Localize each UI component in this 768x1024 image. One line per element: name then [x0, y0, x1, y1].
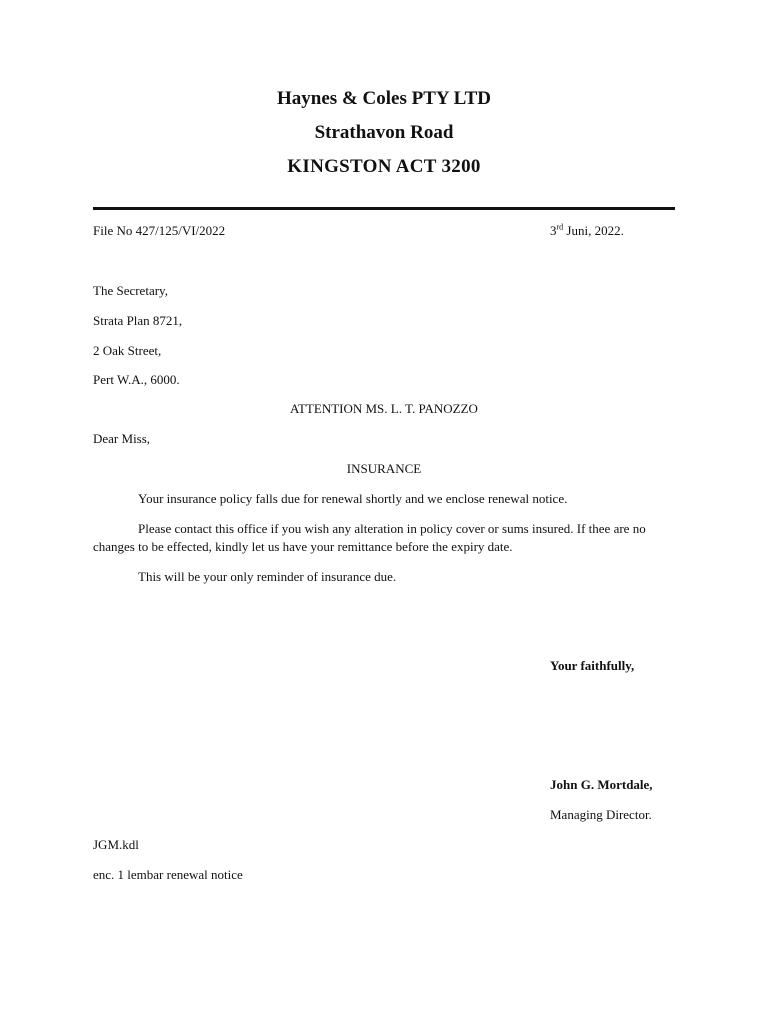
body-paragraph-1: Your insurance policy falls due for renewal shortly and we enclose renewal notice. — [138, 491, 568, 506]
letter-date — [550, 222, 624, 240]
date-day: 3 — [550, 223, 557, 238]
body-paragraph-3: This will be your only reminder of insurance due. — [138, 569, 397, 584]
letterhead-divider — [93, 207, 675, 210]
recipient-line-1: The Secretary, — [93, 283, 168, 298]
salutation: Dear Miss, — [93, 431, 151, 446]
date-suffix: rd — [556, 222, 564, 232]
file-number: File No 427/125/VI/2022 — [93, 223, 226, 238]
recipient-line-2: Strata Plan 8721, — [93, 313, 183, 328]
company-city: KINGSTON ACT 3200 — [287, 156, 481, 177]
body-paragraph-2: Please contact this office if you wish any alteration in policy cover or sums insured. If thee are no changes to be effected, kindly let us have your remittance before the expiry date. — [93, 521, 646, 554]
valediction: Your faithfully, — [550, 658, 635, 673]
recipient-line-3: 2 Oak Street, — [93, 343, 162, 358]
typist-initials: JGM.kdl — [93, 837, 139, 852]
enclosure-note: enc. 1 lembar renewal notice — [93, 867, 243, 882]
recipient-line-4: Pert W.A., 6000. — [93, 372, 180, 387]
subject-line: INSURANCE — [346, 461, 422, 476]
company-street: Strathavon Road — [314, 122, 454, 143]
company-name: Haynes & Coles PTY LTD — [277, 88, 491, 109]
attention-line: ATTENTION MS. L. T. PANOZZO — [290, 401, 478, 416]
date-rest: Juni, 2022. — [563, 223, 624, 238]
signer-title: Managing Director. — [550, 807, 652, 822]
signer-name: John G. Mortdale, — [550, 777, 653, 792]
